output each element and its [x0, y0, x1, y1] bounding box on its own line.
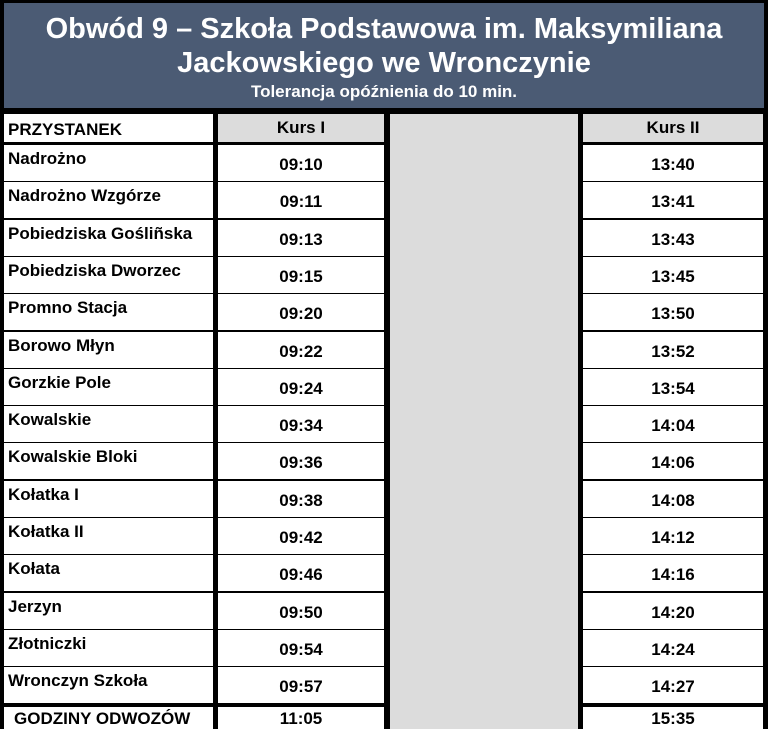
departure-kurs-2: 14:12 — [583, 518, 763, 554]
stop-name: Kołatka I — [4, 481, 213, 517]
departure-kurs-1: 09:24 — [218, 369, 384, 405]
stop-name: Złotniczki — [4, 630, 213, 666]
stop-name: Pobiedziska Gośliñska — [4, 220, 213, 256]
stop-name: Kołatka II — [4, 518, 213, 554]
departure-kurs-1: 09:57 — [218, 667, 384, 703]
schedule-header — [4, 3, 764, 108]
departure-kurs-1: 09:11 — [218, 182, 384, 218]
departure-kurs-1: 09:42 — [218, 518, 384, 554]
empty-column-spacer — [390, 114, 578, 729]
stop-name: Jerzyn — [4, 593, 213, 629]
departure-kurs-1: 09:22 — [218, 332, 384, 368]
stop-name: Pobiedziska Dworzec — [4, 257, 213, 293]
departure-kurs-2: 13:45 — [583, 257, 763, 293]
departure-kurs-1: 09:54 — [218, 630, 384, 666]
departure-kurs-2: 13:54 — [583, 369, 763, 405]
departure-kurs-1: 09:34 — [218, 406, 384, 442]
return-time-kurs-1: 11:05 — [218, 707, 384, 729]
departure-kurs-2: 14:08 — [583, 481, 763, 517]
departure-kurs-2: 14:24 — [583, 630, 763, 666]
departure-kurs-1: 09:13 — [218, 220, 384, 256]
departure-kurs-1: 09:20 — [218, 294, 384, 330]
stop-name: Kołata — [4, 555, 213, 591]
title-line-2: Jackowskiego we Wronczynie — [177, 47, 591, 79]
return-times-label: GODZINY ODWOZÓW — [4, 707, 213, 729]
delay-tolerance-note: Tolerancja opóźnienia do 10 min. — [250, 82, 518, 101]
departure-kurs-2: 13:43 — [583, 220, 763, 256]
stop-name: Nadrożno — [4, 145, 213, 181]
column-header-stop: PRZYSTANEK — [4, 114, 213, 142]
departure-kurs-2: 13:40 — [583, 145, 763, 181]
stop-name: Kowalskie Bloki — [4, 443, 213, 479]
column-header-kurs-1: Kurs I — [218, 114, 384, 142]
departure-kurs-1: 09:46 — [218, 555, 384, 591]
departure-kurs-1: 09:38 — [218, 481, 384, 517]
stop-name: Gorzkie Pole — [4, 369, 213, 405]
departure-kurs-1: 09:15 — [218, 257, 384, 293]
departure-kurs-2: 13:52 — [583, 332, 763, 368]
departure-kurs-1: 09:50 — [218, 593, 384, 629]
departure-kurs-2: 14:16 — [583, 555, 763, 591]
stop-name: Borowo Młyn — [4, 332, 213, 368]
title-line-1: Obwód 9 – Szkoła Podstawowa im. Maksymiliana — [45, 13, 723, 45]
departure-kurs-2: 14:06 — [583, 443, 763, 479]
departure-kurs-1: 09:36 — [218, 443, 384, 479]
departure-kurs-2: 14:04 — [583, 406, 763, 442]
departure-kurs-2: 14:20 — [583, 593, 763, 629]
departure-kurs-1: 09:10 — [218, 145, 384, 181]
departure-kurs-2: 13:50 — [583, 294, 763, 330]
departure-kurs-2: 14:27 — [583, 667, 763, 703]
stop-name: Kowalskie — [4, 406, 213, 442]
departure-kurs-2: 13:41 — [583, 182, 763, 218]
stop-name: Wronczyn Szkoła — [4, 667, 213, 703]
return-time-kurs-2: 15:35 — [583, 707, 763, 729]
stop-name: Promno Stacja — [4, 294, 213, 330]
stop-name: Nadrożno Wzgórze — [4, 182, 213, 218]
column-header-kurs-2: Kurs II — [583, 114, 763, 142]
